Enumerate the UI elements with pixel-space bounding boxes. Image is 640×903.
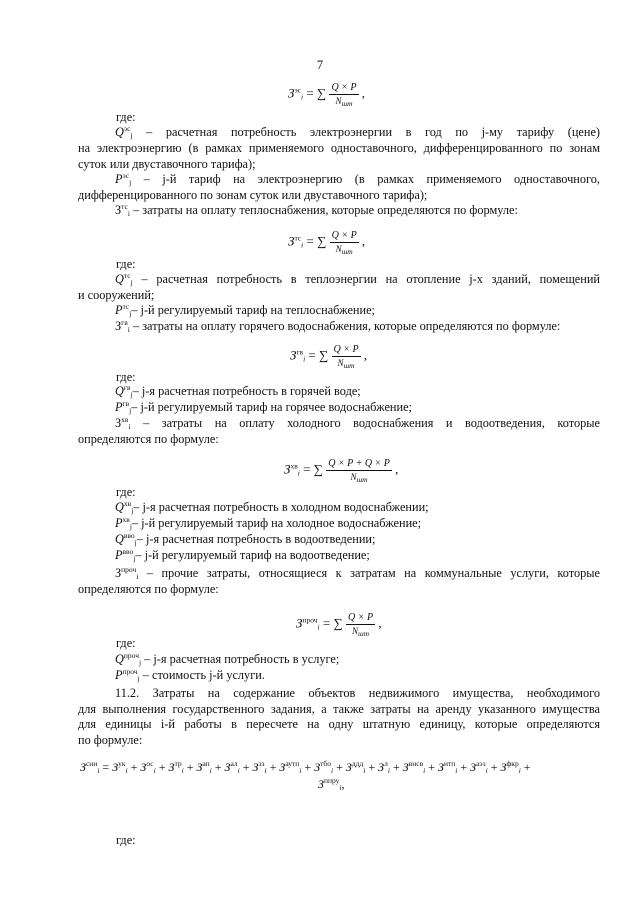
- definition-p-ts: $P^{тс}_j-$ j-й регулируемый тариф на теплоснабжение;: [115, 302, 375, 318]
- definition-q-proch: $Q^{проч}_j - j-я$ расчетная потребность в услуге;: [115, 651, 340, 667]
- formula-term: $З^{ддд}_i$: [345, 759, 366, 775]
- definition-z-proch-line2: определяются по формуле:: [78, 582, 219, 596]
- definition-p-vvo: $P^{вво}_j-$ j-й регулируемый тариф на водоотведение;: [115, 547, 370, 563]
- formula-term: $З^{ап}_i$: [196, 759, 212, 775]
- definition-z-ts: $З^{тс}_i$ – затраты на оплату теплоснабжения, которые определяются по формуле:: [115, 202, 518, 218]
- definition-q-gv: $Q^{гв}_j-$ j-я расчетная потребность в горячей воде;: [115, 383, 361, 399]
- formula-hot-water: $З^{гв}_i$ = ∑ $\frac{Q \times P}{N_{шт}}$ ,: [290, 344, 368, 370]
- formula-term: $З^{фкр}_i$: [500, 759, 521, 775]
- where-label-4: где:: [116, 485, 136, 499]
- formula-term: $З^{зз}_i$: [252, 759, 267, 775]
- definition-p-es: $P^{эс}_j - j-й$ тариф на электроэнергию (в рамках применяемого одноставочного,: [115, 171, 600, 187]
- section-11-2-line1: 11.2. Затраты на содержание объектов недвижимого имущества, необходимого: [115, 686, 600, 700]
- definition-p-proch: $P^{проч}_j$ – стоимость j-й услуги.: [115, 667, 265, 683]
- definition-q-ts: $Q^{тс}_j$ – расчетная потребность в теплоэнергии на отопление j-х зданий, помещений: [115, 271, 600, 287]
- definition-q-ts-line2: и сооружений;: [78, 288, 155, 302]
- definition-p-gv: $P^{гв}_j-$ j-й регулируемый тариф на горячее водоснабжение;: [115, 399, 412, 415]
- page-number: 7: [316, 58, 324, 72]
- definition-q-hv: $Q^{хв}_j-$ j-я расчетная потребность в холодном водоснабжении;: [115, 499, 429, 515]
- formula-cold-water: $З^{хв}_i$ = ∑ $\frac{Q \times P + Q \times P}{N_{шт}}$ ,: [284, 458, 399, 484]
- formula-term: $З^{внсв}_i$: [402, 759, 426, 775]
- definition-q-vvo: $Q^{вво}_j-$ j-я расчетная потребность в водоотведении;: [115, 531, 376, 547]
- formula-term-lhs: $З^{сни}_i$: [80, 759, 100, 775]
- definition-z-proch: $З^{проч}_i$ – прочие затраты, относящиеся к затратам на коммунальные услуги, которые: [115, 565, 600, 581]
- formula-term: $З^л_i$: [378, 759, 390, 775]
- formula-term: $З^{тбо}_i$: [314, 759, 334, 775]
- formula-other: $З^{проч}_i$ = ∑ $\frac{Q \times P}{N_{шт}}$ ,: [296, 612, 382, 638]
- formula-real-estate-costs: $З^{сни}_i = З^{ук}_i + З^{ос}_i + З^{тр}_i + З^{ап}_i + З^{ал}_i + З^{зз}_i + З^{аутп}_i + З^{тбо}_i + З^{ддд}_i + З^л_i + З^{внсв}_i + З^{итп}_i + З^{аэз}_i + З^{фкр}_i$ +: [80, 759, 531, 775]
- definition-z-gv: $З^{гв}_i$ – затраты на оплату горячего водоснабжения, которые определяются по формуле:: [115, 318, 561, 334]
- formula-term: $З^{тр}_i$: [168, 759, 184, 775]
- formula-term: $З^{ал}_i$: [224, 759, 240, 775]
- formula-term: $З^{ук}_i$: [112, 759, 128, 775]
- definition-q-es-line2: на электроэнергию (в рамках применяемого одноставочного, дифференцированного по зонам: [78, 141, 600, 155]
- definition-p-es-line2: дифференцированного по зонам суток или двуставочного тарифа);: [78, 188, 428, 202]
- definition-z-hv: $З^{хв}_i$ – затраты на оплату холодного водоснабжения и водоотведения, которые: [115, 415, 600, 431]
- where-label-3: где:: [116, 370, 136, 384]
- where-label-5: где:: [116, 636, 136, 650]
- formula-term: $З^{аутп}_i$: [279, 759, 302, 775]
- definition-q-es-line3: суток или двуставочного тарифа);: [78, 157, 256, 171]
- where-label-1: где:: [116, 110, 136, 124]
- section-11-2-line4: по формуле:: [78, 733, 143, 747]
- section-11-2-line3: для единицы i-й работы в пересчете на одну штатную единицу, которые определяются: [78, 717, 600, 731]
- formula-heat: $З^{тс}_i$ = ∑ $\frac{Q \times P}{N_{шт}}$ ,: [288, 230, 366, 256]
- where-label-2: где:: [116, 257, 136, 271]
- formula-term-last: $З^{ппру}_i$: [318, 776, 342, 792]
- definition-z-hv-line2: определяются по формуле:: [78, 432, 219, 446]
- section-11-2-line2: для выполнения государственного задания, а также затраты на аренду указанного имущества: [78, 702, 600, 716]
- formula-term: $З^{ос}_i$: [140, 759, 156, 775]
- formula-real-estate-costs-cont: $З^{ппру}_i$,: [318, 776, 345, 792]
- formula-term: $З^{итп}_i$: [438, 759, 458, 775]
- where-label-6: где:: [116, 833, 136, 847]
- formula-term: $З^{аэз}_i$: [470, 759, 488, 775]
- formula-electricity: $З^{эс}_i$ = ∑ $\frac{Q \times P}{N_{шт}}$ ,: [288, 82, 366, 108]
- definition-q-es: $Q^{эс}_j$ – расчетная потребность электроэнергии в год по j-му тарифу (цене): [115, 124, 601, 140]
- definition-p-hv: $P^{хв}_j-$ j-й регулируемый тариф на холодное водоснабжение;: [115, 515, 422, 531]
